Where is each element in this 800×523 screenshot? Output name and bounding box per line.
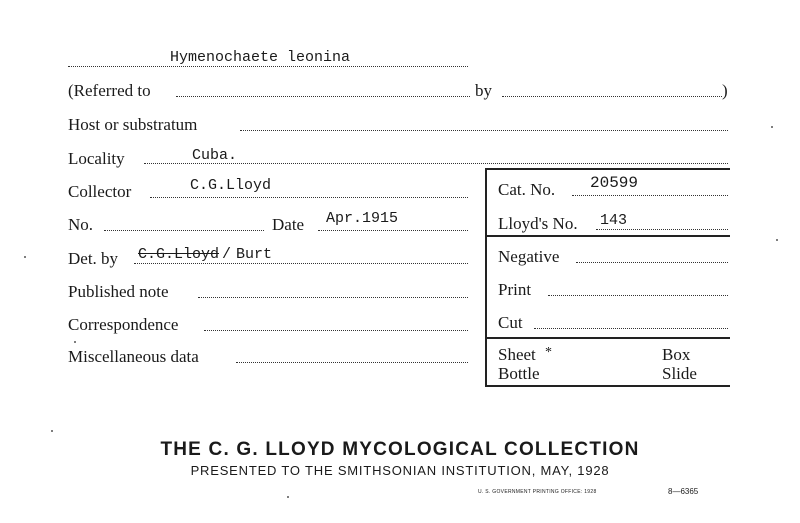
referred-line bbox=[176, 96, 470, 97]
box-divider-2 bbox=[485, 337, 730, 339]
date-label: Date bbox=[272, 215, 305, 234]
no-label: No. bbox=[68, 215, 94, 234]
misc-line bbox=[236, 362, 468, 363]
form-number: 8—6365 bbox=[668, 487, 699, 496]
host-label: Host or substratum bbox=[68, 115, 198, 134]
negative-line bbox=[576, 262, 728, 263]
det-value: Burt bbox=[236, 246, 273, 263]
print-label: Print bbox=[498, 280, 532, 299]
negative-label: Negative bbox=[498, 247, 560, 266]
species-name: Hymenochaete leonina bbox=[170, 49, 351, 66]
date-value: Apr.1915 bbox=[326, 210, 399, 227]
locality-value: Cuba. bbox=[192, 147, 238, 164]
collection-title: THE C. G. LLOYD MYCOLOGICAL COLLECTION bbox=[160, 439, 640, 460]
print-line bbox=[548, 295, 728, 296]
lloyd-no-value: 143 bbox=[600, 212, 628, 229]
specimen-card: Hymenochaete leonina (Referred to by ) Host or substratum Locality Cuba. Collector C.G.Lloyd Cat. No. 20599 No. Date Apr.1915 Lloyd's No. 143 Det. by C.G.Lloyd / Burt Negative Published note Print Correspondence Cut Miscellaneous data Sheet * Box Bottle Slide THE C. G. LLOYD MYCOLOGICAL COLLECTION PRESENTED TO THE SMITHSONIAN INSTITUTION, MAY, 1928 U. S. GOVERNMENT PRINTING OFFICE: 1928 8—6365 bbox=[0, 0, 800, 523]
published-line bbox=[198, 297, 468, 298]
misc-label: Miscellaneous data bbox=[68, 347, 199, 366]
det-struck-value: C.G.Lloyd bbox=[138, 246, 220, 263]
sheet-label: Sheet bbox=[498, 345, 536, 364]
locality-label: Locality bbox=[68, 149, 125, 168]
species-line bbox=[68, 66, 468, 67]
date-line bbox=[318, 230, 468, 231]
sheet-mark: * bbox=[545, 345, 552, 360]
collector-line bbox=[150, 197, 468, 198]
printer-imprint: U. S. GOVERNMENT PRINTING OFFICE: 1928 bbox=[478, 489, 597, 495]
bottle-label: Bottle bbox=[498, 364, 540, 383]
collector-value: C.G.Lloyd bbox=[190, 177, 272, 194]
cat-value: 20599 bbox=[590, 174, 639, 192]
host-line bbox=[240, 130, 728, 131]
by-label: by bbox=[475, 81, 492, 100]
box-label: Box bbox=[662, 345, 691, 364]
no-line bbox=[104, 230, 264, 231]
published-label: Published note bbox=[68, 282, 169, 301]
cut-line bbox=[534, 328, 728, 329]
collection-subtitle: PRESENTED TO THE SMITHSONIAN INSTITUTION, MAY, 1928 bbox=[190, 463, 610, 478]
cat-label: Cat. No. bbox=[498, 180, 556, 199]
by-line bbox=[502, 96, 722, 97]
correspondence-label: Correspondence bbox=[68, 315, 179, 334]
box-bottom-border bbox=[485, 385, 730, 387]
collector-label: Collector bbox=[68, 182, 132, 201]
box-top-border bbox=[485, 168, 730, 170]
close-paren: ) bbox=[722, 81, 728, 100]
referred-label: (Referred to bbox=[68, 81, 151, 100]
box-divider-1 bbox=[485, 235, 730, 237]
cut-label: Cut bbox=[498, 313, 523, 332]
correspondence-line bbox=[204, 330, 468, 331]
slide-label: Slide bbox=[662, 364, 697, 383]
cat-line bbox=[572, 195, 728, 196]
box-left-border bbox=[485, 168, 487, 387]
det-label: Det. by bbox=[68, 249, 119, 268]
lloyd-no-label: Lloyd's No. bbox=[498, 214, 578, 233]
